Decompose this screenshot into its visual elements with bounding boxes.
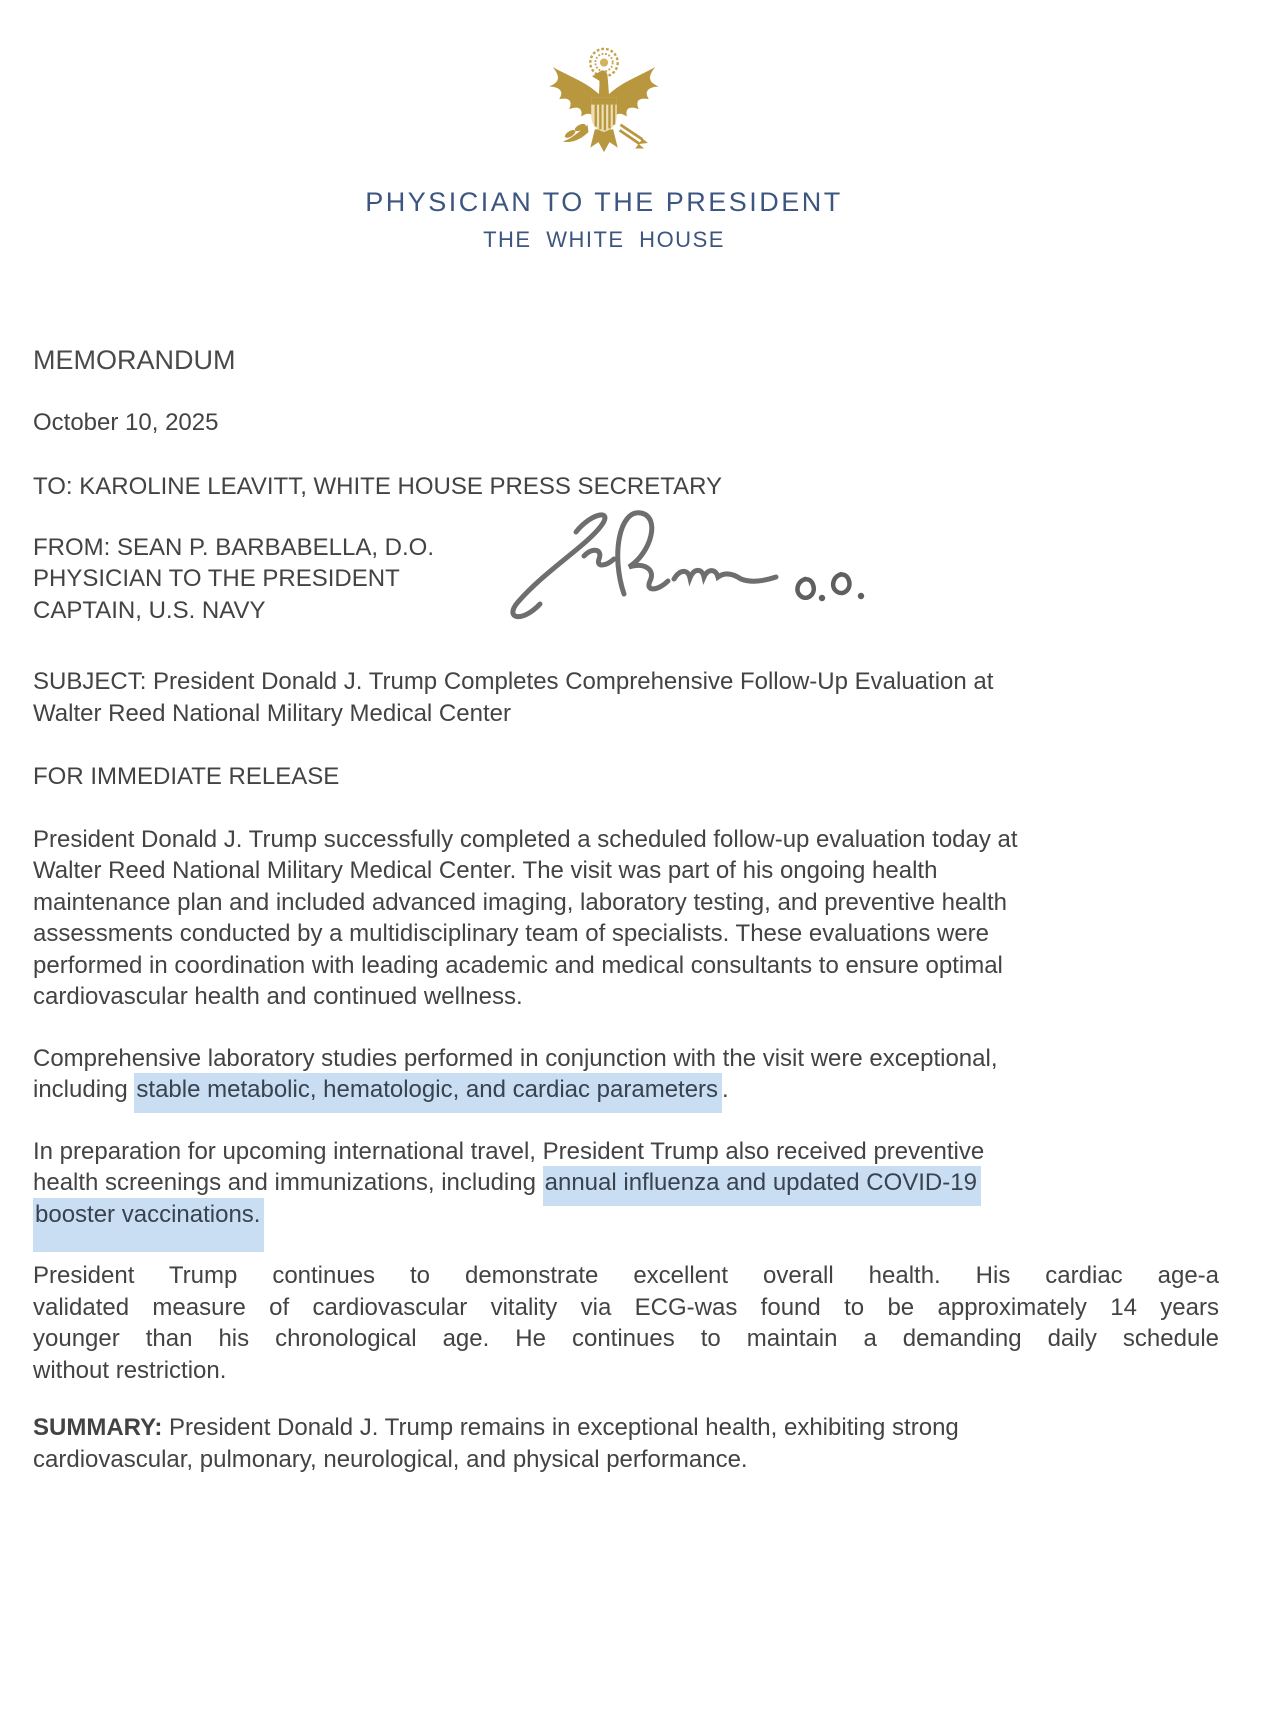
letterhead-title: PHYSICIAN TO THE PRESIDENT <box>365 187 843 217</box>
memo-to-line: TO: KAROLINE LEAVITT, WHITE HOUSE PRESS SECRETARY <box>33 473 723 500</box>
letterhead <box>0 0 1208 253</box>
memo-content <box>33 345 1219 1475</box>
great-seal-eagle-icon <box>540 42 668 170</box>
memo-from-block <box>33 532 1219 627</box>
letterhead-subtitle: THE WHITE HOUSE <box>483 227 725 252</box>
paragraph-2: Comprehensive laboratory studies performed in conjunction with the visit were exceptional, including stable metabolic, hematologic, and cardiac parameters . <box>33 1043 1219 1106</box>
paragraph-3: In preparation for upcoming international travel, President Trump also received preventive health screenings and immunizations, including annual influenza and updated COVID-19 booster vaccinations. <box>33 1136 1219 1231</box>
paragraph-4: President Trump continues to demonstrate excellent overall health. His cardiac age-a validated measure of cardiovascular vitality via ECG-was found to be approximately 14 years younger than his chronological age. He continues to maintain a demanding daily schedule without restriction. <box>33 1262 1219 1384</box>
paragraph-1: President Donald J. Trump successfully completed a scheduled follow-up evaluation today at Walter Reed National Military Medical Center. The visit was part of his ongoing health maintenance plan and included advanced imaging, laboratory testing, and preventive health assessments conducted by a multidisciplinary team of specialists. These evaluations were performed in coordination with leading academic and medical consultants to ensure optimal cardiovascular health and continued wellness. <box>33 825 1018 1010</box>
memo-subject: SUBJECT: President Donald J. Trump Completes Comprehensive Follow-Up Evaluation at Walter Reed National Military Medical Center <box>33 668 994 727</box>
release-line: FOR IMMEDIATE RELEASE <box>33 763 340 790</box>
memo-from-lines: FROM: SEAN P. BARBABELLA, D.O. PHYSICIAN TO THE PRESIDENT CAPTAIN, U.S. NAVY <box>33 533 435 624</box>
summary-paragraph: SUMMARY: President Donald J. Trump remains in exceptional health, exhibiting strong cardiovascular, pulmonary, neurological, and physical performance. <box>33 1414 959 1473</box>
memo-label: MEMORANDUM <box>33 345 236 375</box>
memo-date: October 10, 2025 <box>33 408 219 436</box>
